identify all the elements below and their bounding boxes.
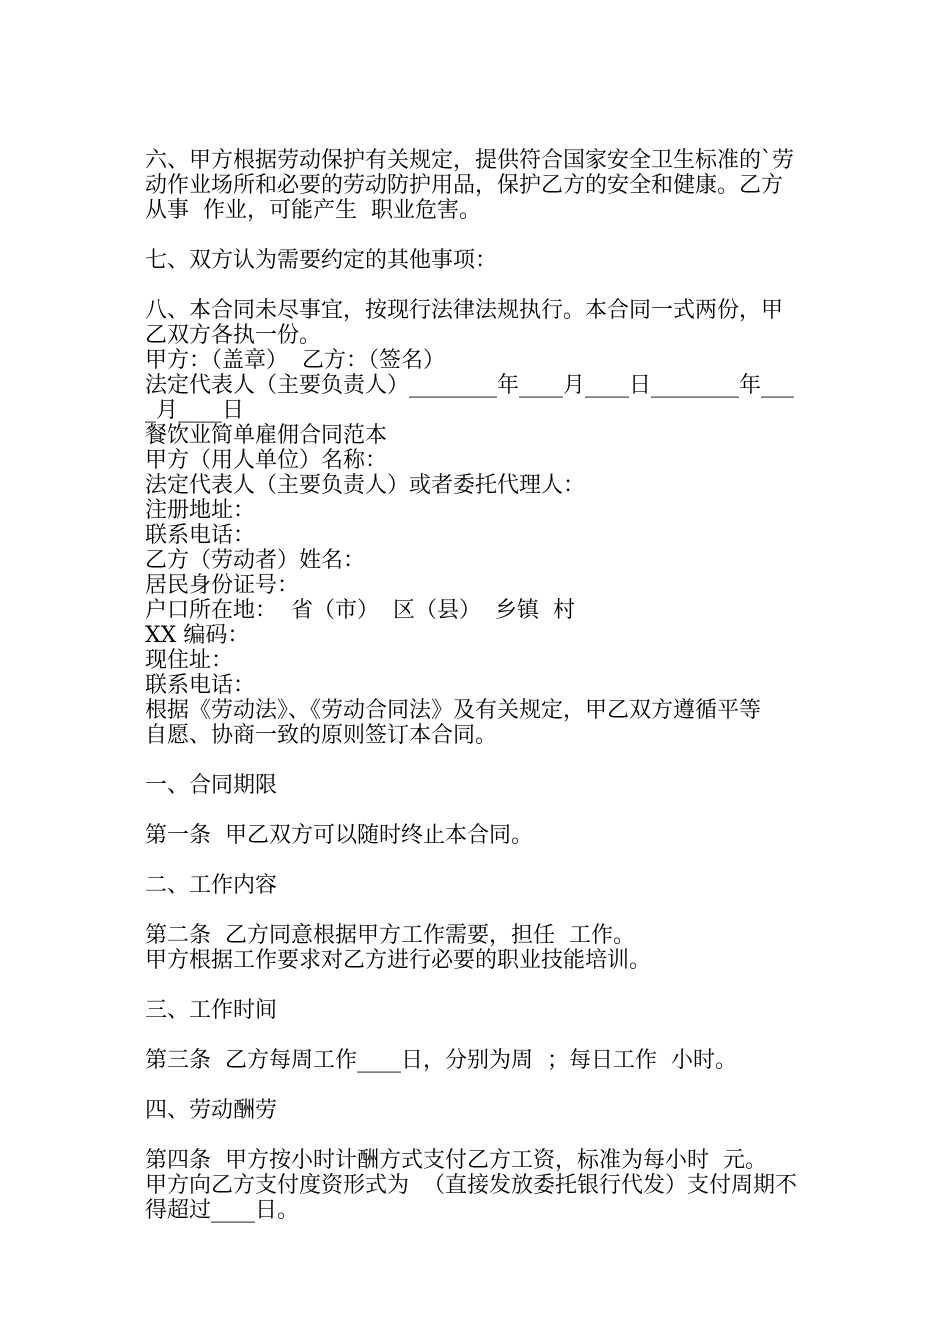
text-line: 户口所在地： 省（市） 区（县） 乡镇 村	[145, 598, 575, 623]
text-line: XX 编码：	[145, 623, 250, 648]
text-line: 乙方（劳动者）姓名：	[145, 548, 366, 573]
text-line: 注册地址：	[145, 498, 256, 523]
text-line: 自愿、协商一致的原则签订本合同。	[145, 723, 498, 748]
text-line: 联系电话：	[145, 523, 256, 548]
blank-line	[145, 973, 810, 998]
text-line: 第二条 乙方同意根据甲方工作需要，担任 工作。	[145, 923, 635, 948]
section-heading: 四、劳动酬劳	[145, 1098, 278, 1123]
text-line: 八、本合同未尽事宜，按现行法律法规执行。本合同一式两份，甲	[145, 298, 784, 323]
text-line: 甲方：（盖章） 乙方：（签名）	[145, 348, 445, 373]
text-line: 根据《劳动法》、《劳动合同法》及有关规定，甲乙双方遵循平等	[145, 698, 762, 723]
text-line: 第四条 甲方按小时计酬方式支付乙方工资，标准为每小时 元。	[145, 1148, 767, 1173]
blank-line	[145, 898, 810, 923]
text-line: 七、双方认为需要约定的其他事项：	[145, 248, 498, 273]
text-line: 甲方向乙方支付度资形式为 （直接发放委托银行代发）支付周期不	[145, 1173, 797, 1198]
text-line: _月____日	[145, 398, 245, 423]
blank-line	[145, 1123, 810, 1148]
blank-line	[145, 1023, 810, 1048]
blank-line	[145, 798, 810, 823]
blank-line	[145, 748, 810, 773]
section-heading: 三、工作时间	[145, 998, 278, 1023]
text-line: 甲方根据工作要求对乙方进行必要的职业技能培训。	[145, 948, 652, 973]
section-title: 餐饮业简单雇佣合同范本	[145, 423, 388, 448]
text-line: 现住址：	[145, 648, 234, 673]
text-line: 法定代表人（主要负责人）或者委托代理人：	[145, 473, 586, 498]
text-line: 法定代表人（主要负责人）________年____月____日________年___	[145, 373, 795, 398]
text-line: 第三条 乙方每周工作____日，分别为周 ；每日工作 小时。	[145, 1048, 737, 1073]
blank-line	[145, 1073, 810, 1098]
blank-line	[145, 273, 810, 298]
text-line: 乙双方各执一份。	[145, 323, 322, 348]
section-heading: 二、工作内容	[145, 873, 278, 898]
document-page	[145, 148, 810, 1223]
text-line: 联系电话：	[145, 673, 256, 698]
text-line: 六、甲方根据劳动保护有关规定，提供符合国家安全卫生标准的`劳	[145, 148, 795, 173]
text-line: 第一条 甲乙双方可以随时终止本合同。	[145, 823, 533, 848]
text-line: 居民身份证号：	[145, 573, 300, 598]
text-line: 得超过____日。	[145, 1198, 300, 1223]
text-line: 动作业场所和必要的劳动防护用品，保护乙方的安全和健康。乙方	[145, 173, 784, 198]
blank-line	[145, 223, 810, 248]
text-line: 从事 作业，可能产生 职业危害。	[145, 198, 481, 223]
text-line: 甲方（用人单位）名称：	[145, 448, 388, 473]
section-heading: 一、合同期限	[145, 773, 278, 798]
blank-line	[145, 848, 810, 873]
